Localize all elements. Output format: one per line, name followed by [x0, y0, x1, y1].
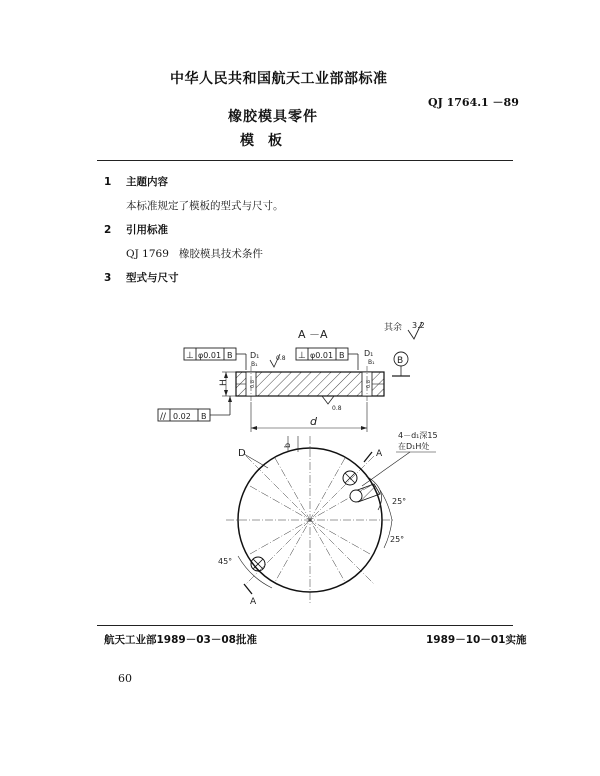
section-number: 2 [104, 224, 112, 236]
datum-ref: B [201, 412, 207, 421]
reference-title: 橡胶模具技术条件 [178, 248, 263, 260]
tolerance-value: φ0.01 [198, 351, 222, 360]
perpendicularity-icon: ⊥ [186, 351, 194, 361]
angle-label: 45° [218, 557, 233, 566]
section-mark-top [364, 449, 383, 462]
label-D: D [238, 448, 246, 459]
section-letter: A [376, 449, 383, 459]
datum-ref: B [339, 351, 345, 360]
approval-date: 航天工业部1989－03－08批准 [104, 634, 257, 646]
angle-annotations [218, 490, 406, 588]
issuing-organization: 中华人民共和国航天工业部部标准 [170, 71, 388, 87]
reference-code: QJ 1769 [126, 248, 169, 260]
section-number: 1 [104, 176, 112, 188]
section-mark-bottom [244, 584, 257, 607]
angle-label: 25° [392, 497, 407, 506]
section-title: 引用标准 [126, 224, 168, 236]
label-d1-left: D₁ [250, 351, 260, 360]
standard-number: QJ 1764.1 －89 [428, 96, 519, 109]
roughness-symbol-top [270, 354, 286, 367]
label-d: d [310, 415, 317, 428]
document-subtitle: 模板 [240, 133, 296, 149]
roughness-value: 3.2 [412, 321, 425, 330]
perpendicularity-icon: ⊥ [298, 351, 306, 361]
angle-label: 25° [390, 535, 405, 544]
tolerance-frame-parallel [158, 396, 232, 422]
plate-plan-view [226, 436, 394, 604]
height-dimension [219, 372, 236, 396]
section-view-label: A －A [298, 328, 328, 341]
datum-b-symbol [392, 352, 410, 376]
label-b: b [283, 442, 292, 448]
footer-divider [97, 625, 513, 626]
roughness-value: 0.8 [276, 355, 286, 362]
section-title: 主题内容 [126, 176, 168, 188]
tolerance-value: 0.02 [173, 412, 191, 421]
hole-callout [362, 431, 438, 486]
label-b1-right: B₁ [368, 359, 375, 366]
roughness-hole-left: 0.8 [250, 380, 256, 388]
surface-roughness-note: 其余 [384, 323, 403, 333]
section-letter: A [250, 597, 257, 607]
hole-note-line1: 4－d₁深15 [398, 431, 438, 440]
tolerance-frame-right [296, 348, 358, 370]
section-1-text: 本标准规定了模板的型式与尺寸。 [126, 200, 284, 212]
default-roughness-symbol [408, 321, 425, 339]
label-d1-right: D₁ [364, 349, 374, 358]
datum-letter: B [397, 356, 404, 366]
tolerance-frame-left [184, 348, 246, 370]
plate-cross-section [236, 366, 384, 402]
section-number: 3 [104, 272, 112, 284]
parallelism-icon: // [160, 412, 167, 422]
page-number: 60 [118, 672, 132, 685]
roughness-value: 0.8 [332, 405, 342, 412]
roughness-hole-right: 0.8 [366, 380, 372, 388]
hole-note-line2: 在D₁H处 [398, 442, 430, 451]
label-b1-left: B₁ [251, 361, 258, 368]
label-h: H [219, 379, 229, 386]
tolerance-value: φ0.01 [310, 351, 334, 360]
section-title: 型式与尺寸 [126, 272, 179, 284]
datum-ref: B [227, 351, 233, 360]
document-title: 橡胶模具零件 [228, 109, 318, 125]
effective-date: 1989－10－01实施 [426, 634, 527, 646]
roughness-symbol-bottom [322, 396, 342, 412]
diameter-d-dimension [251, 402, 367, 432]
